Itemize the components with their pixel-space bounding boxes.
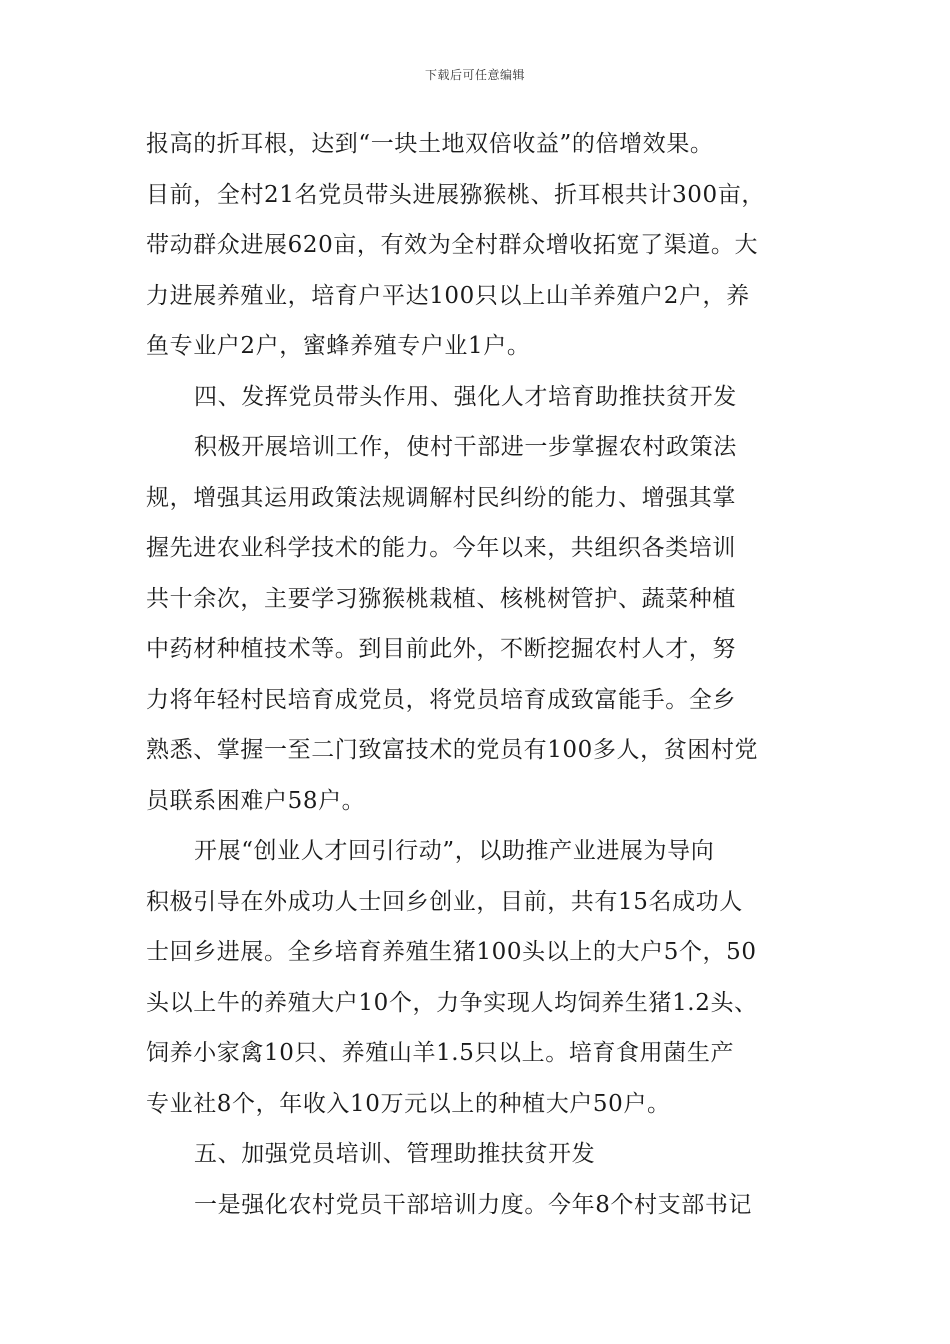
text-line: 中药材种植技术等。到目前此外，不断挖掘农村人才，努 <box>146 636 736 662</box>
text-line: 报高的折耳根，达到“一块土地双倍收益”的倍增效果。 <box>146 131 714 157</box>
text-line: 鱼专业户2户，蜜蜂养殖专户业1户。 <box>146 333 531 359</box>
page-header: 下载后可任意编辑 <box>424 68 525 82</box>
text-line: 一是强化农村党员干部培训力度。今年8个村支部书记 <box>194 1191 753 1218</box>
text-line: 握先进农业科学技术的能力。今年以来，共组织各类培训 <box>146 535 736 561</box>
text-line: 士回乡进展。全乡培育养殖生猪100头以上的大户5个，50 <box>146 939 757 965</box>
document-body <box>146 128 812 1239</box>
text-line: 头以上牛的养殖大户10个，力争实现人均饲养生猪1.2头、 <box>146 989 758 1016</box>
text-line: 目前，全村21名党员带头进展猕猴桃、折耳根共计300亩， <box>146 181 765 208</box>
text-line: 规，增强其运用政策法规调解村民纠纷的能力、增强其掌 <box>146 484 736 511</box>
text-line: 力进展养殖业，培育户平达100只以上山羊养殖户2户，养 <box>146 282 750 309</box>
text-line: 熟悉、掌握一至二门致富技术的党员有100多人，贫困村党 <box>146 737 759 763</box>
text-line: 积极引导在外成功人士回乡创业，目前，共有15名成功人 <box>146 888 743 915</box>
text-line: 共十余次，主要学习猕猴桃栽植、核桃树管护、蔬菜种植 <box>146 585 736 612</box>
text-line: 积极开展培训工作，使村干部进一步掌握农村政策法 <box>194 434 737 460</box>
text-line: 力将年轻村民培育成党员，将党员培育成致富能手。全乡 <box>146 686 736 713</box>
text-line: 四、发挥党员带头作用、强化人才培育助推扶贫开发 <box>194 383 737 410</box>
text-line: 员联系困难户58户。 <box>146 787 366 814</box>
text-line: 饲养小家禽10只、养殖山羊1.5只以上。培育食用菌生产 <box>146 1040 735 1066</box>
text-line: 开展“创业人才回引行动”，以助推产业进展为导向 <box>194 838 715 864</box>
text-line: 带动群众进展620亩，有效为全村群众增收拓宽了渠道。大 <box>146 232 759 258</box>
text-line: 五、加强党员培训、管理助推扶贫开发 <box>194 1141 596 1167</box>
text-line: 专业社8个，年收入10万元以上的种植大户50户。 <box>146 1090 671 1117</box>
